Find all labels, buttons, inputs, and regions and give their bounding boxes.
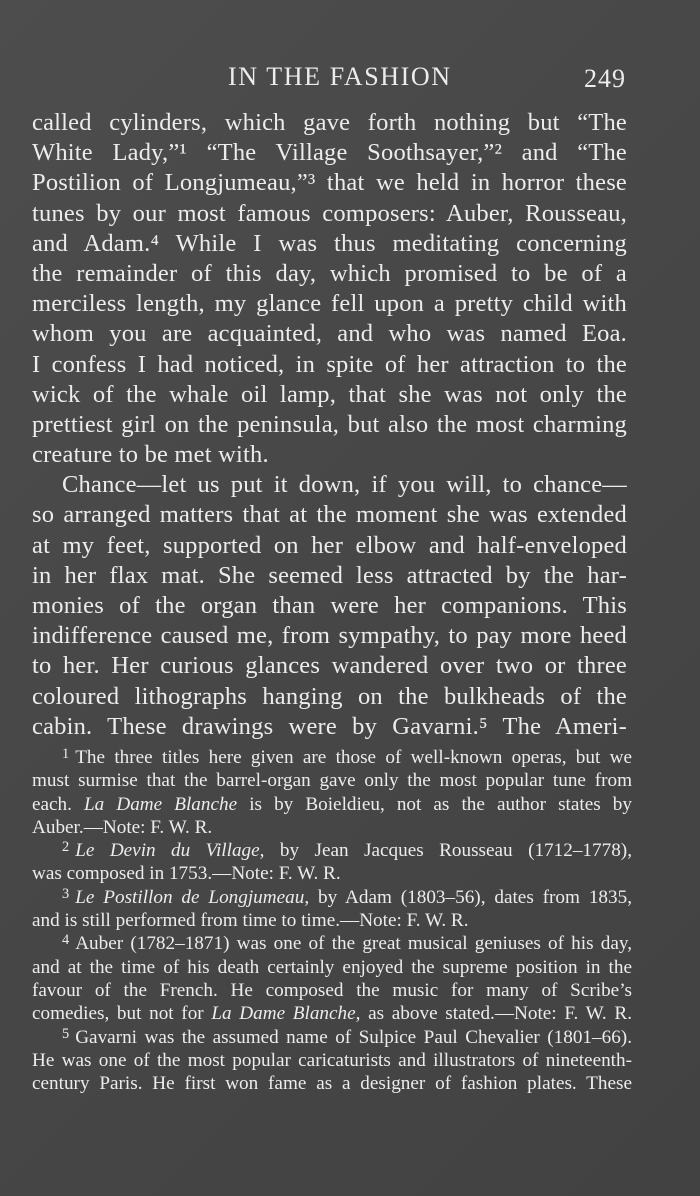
footnote-text: is by Boieldieu, not as the author states by (237, 793, 632, 815)
text-line: at my feet, supported on her elbow and half-enveloped (32, 531, 627, 559)
text-line: merciless length, my glance fell upon a pretty child with (32, 290, 627, 318)
text-line: monies of the organ than were her companions. This (32, 592, 627, 619)
text-line: tunes by our most famous composers: Auber, Rousseau, (32, 199, 627, 227)
footnote-line (32, 1072, 632, 1095)
main-text (32, 108, 627, 742)
footnote-text: comedies, but not for (32, 1003, 212, 1025)
footnote-line (32, 1026, 632, 1049)
footnote-text: century Paris. He first won fame as a designer of fashion plates. These (32, 1073, 632, 1095)
footnote-line (32, 956, 632, 979)
italic-title: La Dame Blanche (211, 1003, 356, 1025)
page-number: 249 (584, 64, 626, 93)
footnote-line (32, 932, 632, 955)
footnote-text: He was one of the most popular caricaturists and illustrators of nineteenth- (32, 1049, 632, 1071)
footnote-number: 4 (62, 932, 70, 949)
text-line: coloured lithographs hanging on the bulkheads of the (32, 682, 627, 710)
footnotes-section (32, 746, 632, 1095)
footnote-line (32, 979, 632, 1002)
footnote-text: The three titles here given are those of well-known operas, but we (75, 747, 632, 768)
text-line: whom you are acquainted, and who was named Eoa. (32, 320, 627, 348)
footnote-text: favour of the French. He composed the music for many of Scribe’s (32, 979, 632, 1001)
footnote-text: Gavarni was the assumed name of Sulpice Paul Chevalier (1801–66). (75, 1026, 632, 1048)
text-line: indifference caused me, from sympathy, to pay more heed (32, 622, 627, 650)
text-line: prettiest girl on the peninsula, but also the most charming (32, 410, 627, 438)
text-line: to her. Her curious glances wandered over two or three (32, 652, 627, 680)
text-line: called cylinders, which gave forth nothing but “The (32, 109, 627, 136)
footnote-text: , by Adam (1803–56), dates from 1835, (304, 886, 632, 908)
footnote-line (32, 1049, 632, 1072)
text-line: the remainder of this day, which promised to be of a (32, 259, 627, 287)
running-title: IN THE FASHION (228, 62, 452, 91)
footnote-number: 3 (62, 885, 70, 902)
footnote-line (32, 839, 632, 862)
text-line: Postilion of Longjumeau,”³ that we held in horror these (32, 169, 627, 197)
footnote-text: Auber.—Note: F. W. R. (32, 816, 213, 838)
text-line: I confess I had noticed, in spite of her attraction to the (32, 350, 627, 378)
footnote-number: 1 (62, 745, 70, 762)
footnote-text: , by Jean Jacques Rousseau (1712–1778), (259, 840, 632, 862)
footnote-line (32, 793, 632, 816)
footnote-text: and at the time of his death certainly enjoyed the supreme position in the (32, 956, 632, 978)
footnote-line (32, 886, 632, 909)
footnote-text: must surmise that the barrel-organ gave only the most popular tune from (32, 770, 632, 792)
text-line: Chance—let us put it down, if you will, to chance— (62, 471, 627, 499)
footnote-text: , as above stated.—Note: F. W. R. (355, 1003, 632, 1025)
italic-title: Le Devin du Village (75, 840, 260, 862)
text-line: and Adam.⁴ While I was thus meditating concerning (32, 229, 627, 257)
footnote-line (32, 862, 632, 885)
footnote-line (32, 769, 632, 792)
footnote-line (32, 1002, 632, 1025)
text-line: wick of the whale oil lamp, that she was not only the (32, 380, 627, 408)
footnote-text: Auber (1782–1871) was one of the great musical geniuses of his day, (75, 933, 632, 955)
italic-title: Le Postillon de Longjumeau (75, 886, 305, 908)
text-line: in her flax mat. She seemed less attracted by the har- (32, 561, 627, 589)
footnote-line (32, 816, 632, 839)
running-head (32, 62, 626, 96)
footnote-line (32, 746, 632, 769)
text-line: cabin. These drawings were by Gavarni.⁵ The Ameri- (32, 712, 627, 740)
text-line: creature to be met with. (32, 441, 269, 469)
text-line: White Lady,”¹ “The Village Soothsayer,”² and “The (32, 139, 627, 167)
text-line: so arranged matters that at the moment she was extended (32, 501, 627, 529)
footnote-text: was composed in 1753.—Note: F. W. R. (32, 863, 341, 885)
footnote-text: each. (32, 793, 85, 815)
footnote-text: and is still performed from time to time.—Note: F. W. R. (32, 910, 469, 932)
footnote-number: 5 (62, 1025, 70, 1042)
footnote-number: 2 (62, 839, 70, 856)
italic-title: La Dame Blanche (84, 793, 238, 815)
footnote-line (32, 909, 632, 932)
